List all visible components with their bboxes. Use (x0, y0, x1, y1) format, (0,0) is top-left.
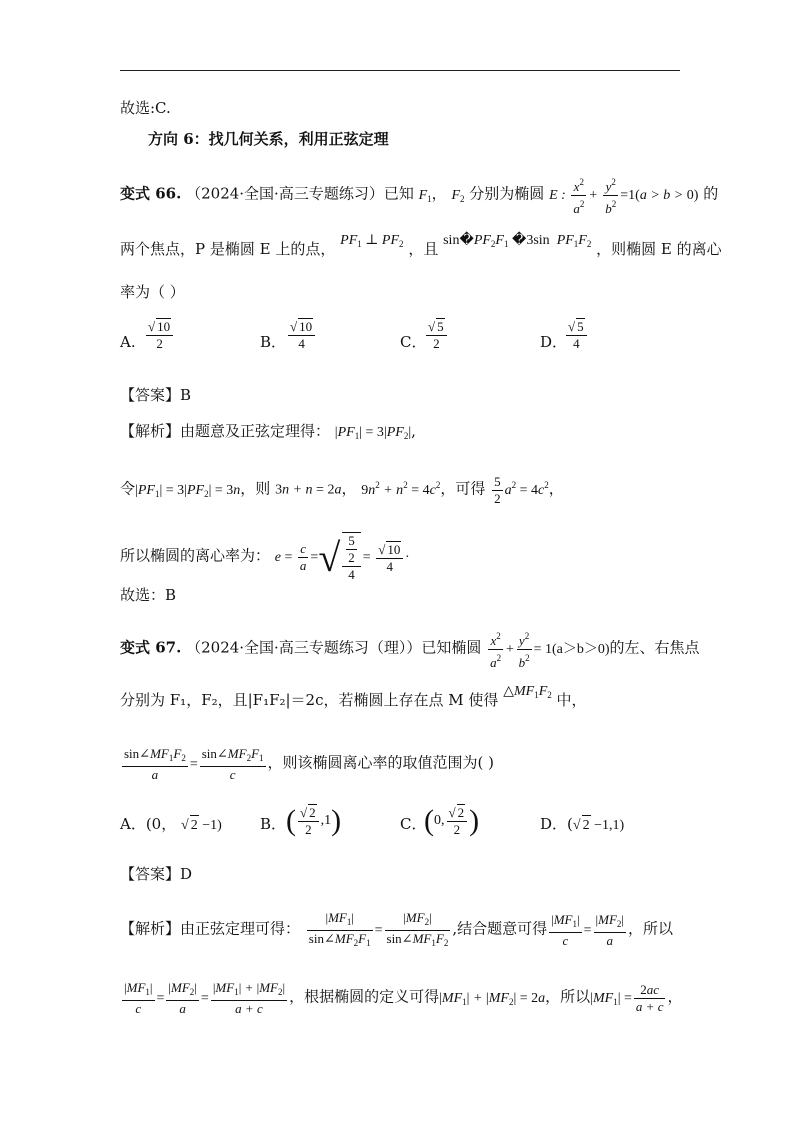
option-66-a: A. (120, 333, 136, 351)
variant-67-line-1 (120, 628, 700, 671)
variant-67-line-3 (120, 746, 494, 783)
analysis-67-line-1 (120, 910, 673, 951)
variant-67-source: （2024·全国·高三专题练习（理））已知椭圆 (186, 638, 482, 657)
triangle-mf1f2: $\triangle MF_1F_2$ (503, 684, 552, 700)
ellipse-equation-67: $\frac{x^2}{a^2}$ + $\frac{y^2}{b^2}$ = 1(a＞b＞0) (486, 642, 609, 657)
variant-66-text-4: ，且 (408, 240, 439, 258)
variant-66-label: 变式 66. (120, 184, 182, 203)
analysis-67-text-3: ，所以 (628, 919, 674, 938)
variant-66-text-2: 的 (703, 184, 719, 203)
analysis-66-eq-4: $9n^2 + n^2 = 4c^2$ (361, 479, 441, 498)
focus-f2: $F_2$ (451, 187, 465, 204)
option-67-b: B． (260, 815, 287, 833)
selection-66: 故选：B (120, 586, 177, 604)
variant-66-line-3: 率为（ ） (120, 283, 185, 301)
variant-67-text-3: 中， (556, 691, 587, 709)
focus-f1: $F_1$ (418, 187, 432, 204)
option-66-c-value: $\frac{√ 5}{2}$ (426, 318, 447, 352)
analysis-67-text-4: ，根据椭圆的定义可得 (289, 987, 440, 1006)
option-66-b-value: $\frac{√ 10}{4}$ (288, 318, 315, 352)
variant-66-line-1: 变式 66. （2024·全国·高三专题练习）已知 $F_1$， $F_2$ 分别为椭圆 E : $\frac{x^2}{a^2}$ + $\frac{y^2}{b^2}$ =1(a > b > 0) 的 (120, 174, 718, 217)
option-66-a-value: $\frac{√ 10}{2}$ (146, 318, 173, 352)
option-67-d: D．(√ 2 −1,1) (540, 814, 624, 836)
variant-66-text-5: ，则椭圆 E 的离心 (596, 240, 722, 258)
analysis-67-eq-5: $|MF_1|$ = $\frac{2ac}{a + c}$ (590, 982, 664, 1014)
analysis-66-line-2: 令$|PF_1| = 3|PF_2| = 3n$，则 3n + n = 2a， $9n^2 + n^2 = 4c^2$，可得 $\frac{5}{2}$ $a^2 = 4c^2$， (120, 474, 564, 506)
variant-67-text-4: ，则该椭圆离心率的取值范围为( ) (267, 753, 495, 772)
analysis-67-eq-2: $\frac{|MF_1|}{c}$ = $\frac{|MF_2|}{a}$ (551, 912, 625, 948)
option-67-a: A．(0， √ 2 −1) (120, 814, 222, 836)
option-67-c-value: (0, $\frac{√ 2}{2}$ ) (424, 804, 480, 837)
analysis-66-eq-3: 3n + n = 2a (275, 482, 342, 498)
analysis-67-text-5: ，所以 (545, 987, 591, 1006)
answer-66: 【答案】B (120, 386, 192, 404)
perpendicular-condition: $PF_1$ ⊥ $PF_2$ (340, 233, 404, 249)
option-66-c: C． (400, 333, 427, 351)
analysis-67-eq-3: $\frac{|MF_1|}{c}$ = $\frac{|MF_2|}{a}$ = $\frac{|MF_1| + |MF_2|}{a + c}$ (124, 980, 286, 1016)
section-heading: 方向 6：找几何关系，利用正弦定理 (148, 130, 389, 148)
analysis-67-text-2: ,结合题意可得 (452, 919, 548, 938)
analysis-66-text-4: ，可得 (440, 479, 486, 498)
sine-condition: $\sin�PF_2F_1$ �3sin $PF_1F_2$ (443, 233, 592, 249)
analysis-67-eq-4: $|MF_1| + |MF_2| = 2a$ (439, 990, 546, 1007)
analysis-66-text-3: ，则 (240, 479, 271, 498)
header-rule (120, 70, 680, 71)
eccentricity-result-66: e = $\frac{c}{a}$ =√ $\frac{\frac{5}{2}}{4}$ = $\frac{√ 10}{4}$ · (274, 533, 409, 582)
variant-66-text-1: 分别为椭圆 (469, 184, 545, 203)
variant-67-line-2 (120, 684, 587, 715)
ellipse-equation-66: E : $\frac{x^2}{a^2}$ + $\frac{y^2}{b^2}$ =1(a > b > 0) (549, 188, 698, 203)
answer-67: 【答案】D (120, 865, 193, 883)
previous-answer-line: 故选:C. (120, 99, 171, 117)
variant-66-line-2 (120, 233, 722, 264)
analysis-67-eq-1: $\frac{|MF_1|}{\sin\angle MF_2F_1}$ = $\frac{|MF_2|}{\sin\angle MF_1F_2}$ (308, 910, 449, 948)
variant-67-text-2: 分别为 F₁，F₂，且|F₁F₂|＝2c，若椭圆上存在点 M 使得 (120, 691, 499, 709)
analysis-66-line-1: 【解析】由题意及正弦定理得： $|PF_1| = 3|PF_2|$, (120, 422, 416, 441)
option-66-d: D． (540, 333, 568, 351)
variant-66-source: （2024·全国·高三专题练习）已知 (186, 184, 414, 203)
analysis-66-eq-5: $\frac{5}{2}$ $a^2 = 4c^2$ (494, 474, 549, 506)
variant-66-text-3: 两个焦点，P 是椭圆 E 上的点， (120, 240, 336, 258)
analysis-67-line-2: $\frac{|MF_1|}{c}$ = $\frac{|MF_2|}{a}$ = $\frac{|MF_1| + |MF_2|}{a + c}$ ，根据椭圆的定义可得$|MF_1| + |MF_2| = 2a$，所以$|MF_1|$ = $\frac{2ac}{a + c}$ ， (120, 980, 682, 1017)
option-66-d-value: $\frac{√ 5}{4}$ (566, 318, 587, 352)
option-67-c: C． (400, 815, 427, 833)
analysis-66-text-2: 令 (120, 479, 136, 498)
sine-ratio-condition: $\frac{\sin\angle MF_1F_2}{a}$ = $\frac{\sin\angle MF_2F_1}{c}$ (124, 746, 264, 782)
variant-67-label: 变式 67. (120, 638, 182, 657)
analysis-66-eq-1: $|PF_1| = 3|PF_2|$ (334, 425, 412, 441)
option-67-b-value: ( $\frac{√ 2}{2}$ ,1) (286, 804, 342, 837)
variant-67-text-1: 的左、右焦点 (609, 638, 700, 657)
analysis-66-line-3 (120, 532, 409, 583)
analysis-66-text-1: 【解析】由题意及正弦定理得： (120, 422, 331, 440)
analysis-66-text-5: 所以椭圆的离心率为： (120, 546, 271, 565)
analysis-67-text-1: 【解析】由正弦定理可得： (120, 919, 301, 938)
analysis-66-eq-2: $|PF_1| = 3|PF_2| = 3n$ (135, 482, 241, 499)
option-66-b: B． (260, 333, 287, 351)
